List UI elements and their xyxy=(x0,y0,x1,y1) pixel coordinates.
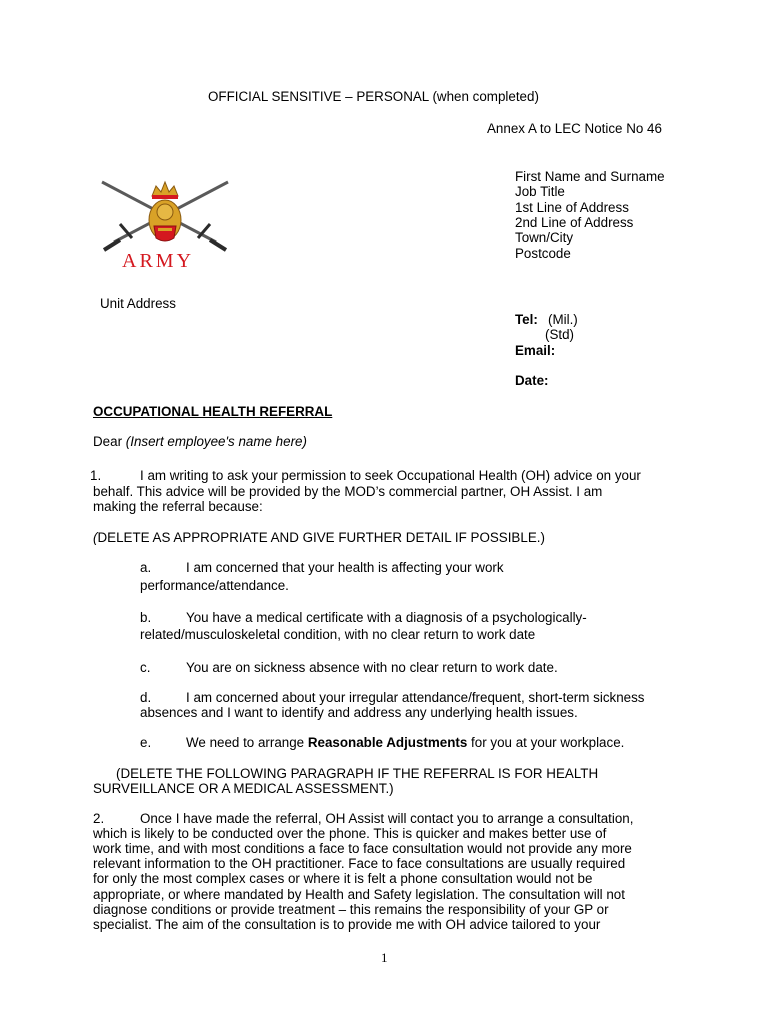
reason-e-before: We need to arrange xyxy=(186,735,308,750)
recipient-address-line2: 2nd Line of Address xyxy=(515,215,634,230)
para2-line1: Once I have made the referral, OH Assist will contact you to arrange a consultation, xyxy=(140,811,634,826)
email-label: Email: xyxy=(515,343,556,358)
reason-e-bold: Reasonable Adjustments xyxy=(307,735,468,750)
recipient-job-title: Job Title xyxy=(515,184,565,199)
salutation-dear: Dear xyxy=(93,434,123,449)
reason-b-line2: related/musculoskeletal condition, with no clear return to work date xyxy=(140,627,536,642)
para2-line5: for only the most complex cases or where it is felt a phone consultation would not be xyxy=(93,871,593,886)
army-logo xyxy=(98,178,232,278)
annex-reference: Annex A to LEC Notice No 46 xyxy=(487,121,662,136)
para2-line7: diagnose conditions or provide treatment – this remains the responsibility of your GP or xyxy=(93,902,609,917)
reason-a-letter: a. xyxy=(140,560,152,575)
recipient-name: First Name and Surname xyxy=(515,169,665,184)
salutation xyxy=(93,434,307,450)
reason-e-after: for you at your workplace. xyxy=(467,735,625,750)
delete-note-text: DELETE AS APPROPRIATE AND GIVE FURTHER DETAIL IF POSSIBLE.) xyxy=(97,530,545,545)
tel-label: Tel: xyxy=(515,312,538,327)
document-title: OCCUPATIONAL HEALTH REFERRAL xyxy=(93,404,333,419)
para2-line3: work time, and with most conditions a face to face consultation would not provide any more xyxy=(93,841,632,856)
reason-c-line1: You are on sickness absence with no clear return to work date. xyxy=(186,660,558,675)
reason-a-line1: I am concerned that your health is affecting your work xyxy=(186,560,504,575)
reason-e-line xyxy=(186,735,624,751)
delete-note2-line2: SURVEILLANCE OR A MEDICAL ASSESSMENT.) xyxy=(93,781,394,796)
para1-line2: behalf. This advice will be provided by the MOD’s commercial partner, OH Assist. I am xyxy=(93,484,603,499)
reason-b-letter: b. xyxy=(140,610,152,625)
para1-line1: I am writing to ask your permission to seek Occupational Health (OH) advice on your xyxy=(140,468,641,483)
tel-mil: (Mil.) xyxy=(548,312,578,327)
page-number: 1 xyxy=(381,950,388,965)
para2-line4: relevant information to the OH practitioner. Face to face consultations are usually required xyxy=(93,856,626,871)
delete-note2-line1: (DELETE THE FOLLOWING PARAGRAPH IF THE REFERRAL IS FOR HEALTH xyxy=(116,766,599,781)
para2-line8: specialist. The aim of the consultation is to provide me with OH advice tailored to your xyxy=(93,917,601,932)
reason-e-letter: e. xyxy=(140,735,152,750)
classification-header: OFFICIAL SENSITIVE – PERSONAL (when completed) xyxy=(208,89,539,104)
reason-a-line2: performance/attendance. xyxy=(140,578,289,593)
logo-text: ARMY xyxy=(122,250,195,272)
date-label: Date: xyxy=(515,373,549,388)
unit-address: Unit Address xyxy=(100,296,176,311)
recipient-postcode: Postcode xyxy=(515,246,571,261)
recipient-address-line1: 1st Line of Address xyxy=(515,200,629,215)
reason-d-line2: absences and I want to identify and address any underlying health issues. xyxy=(140,705,578,720)
delete-note xyxy=(93,530,545,546)
para2-line2: which is likely to be conducted over the phone. This is quicker and makes better use of xyxy=(93,826,607,841)
reason-b-line1: You have a medical certificate with a diagnosis of a psychologically- xyxy=(186,610,587,625)
para1-number: 1. xyxy=(90,468,102,483)
para2-line6: appropriate, or where mandated by Health and Safety legislation. The consultation will not xyxy=(93,887,625,902)
para2-number: 2. xyxy=(93,811,105,826)
salutation-placeholder: (Insert employee's name here) xyxy=(125,434,307,449)
recipient-town: Town/City xyxy=(515,230,574,245)
reason-c-letter: c. xyxy=(140,660,151,675)
para1-line3: making the referral because: xyxy=(93,499,263,514)
delete-note-paren: ( xyxy=(93,530,98,545)
tel-std: (Std) xyxy=(545,327,575,342)
reason-d-line1: I am concerned about your irregular attendance/frequent, short-term sickness xyxy=(186,690,645,705)
reason-d-letter: d. xyxy=(140,690,152,705)
